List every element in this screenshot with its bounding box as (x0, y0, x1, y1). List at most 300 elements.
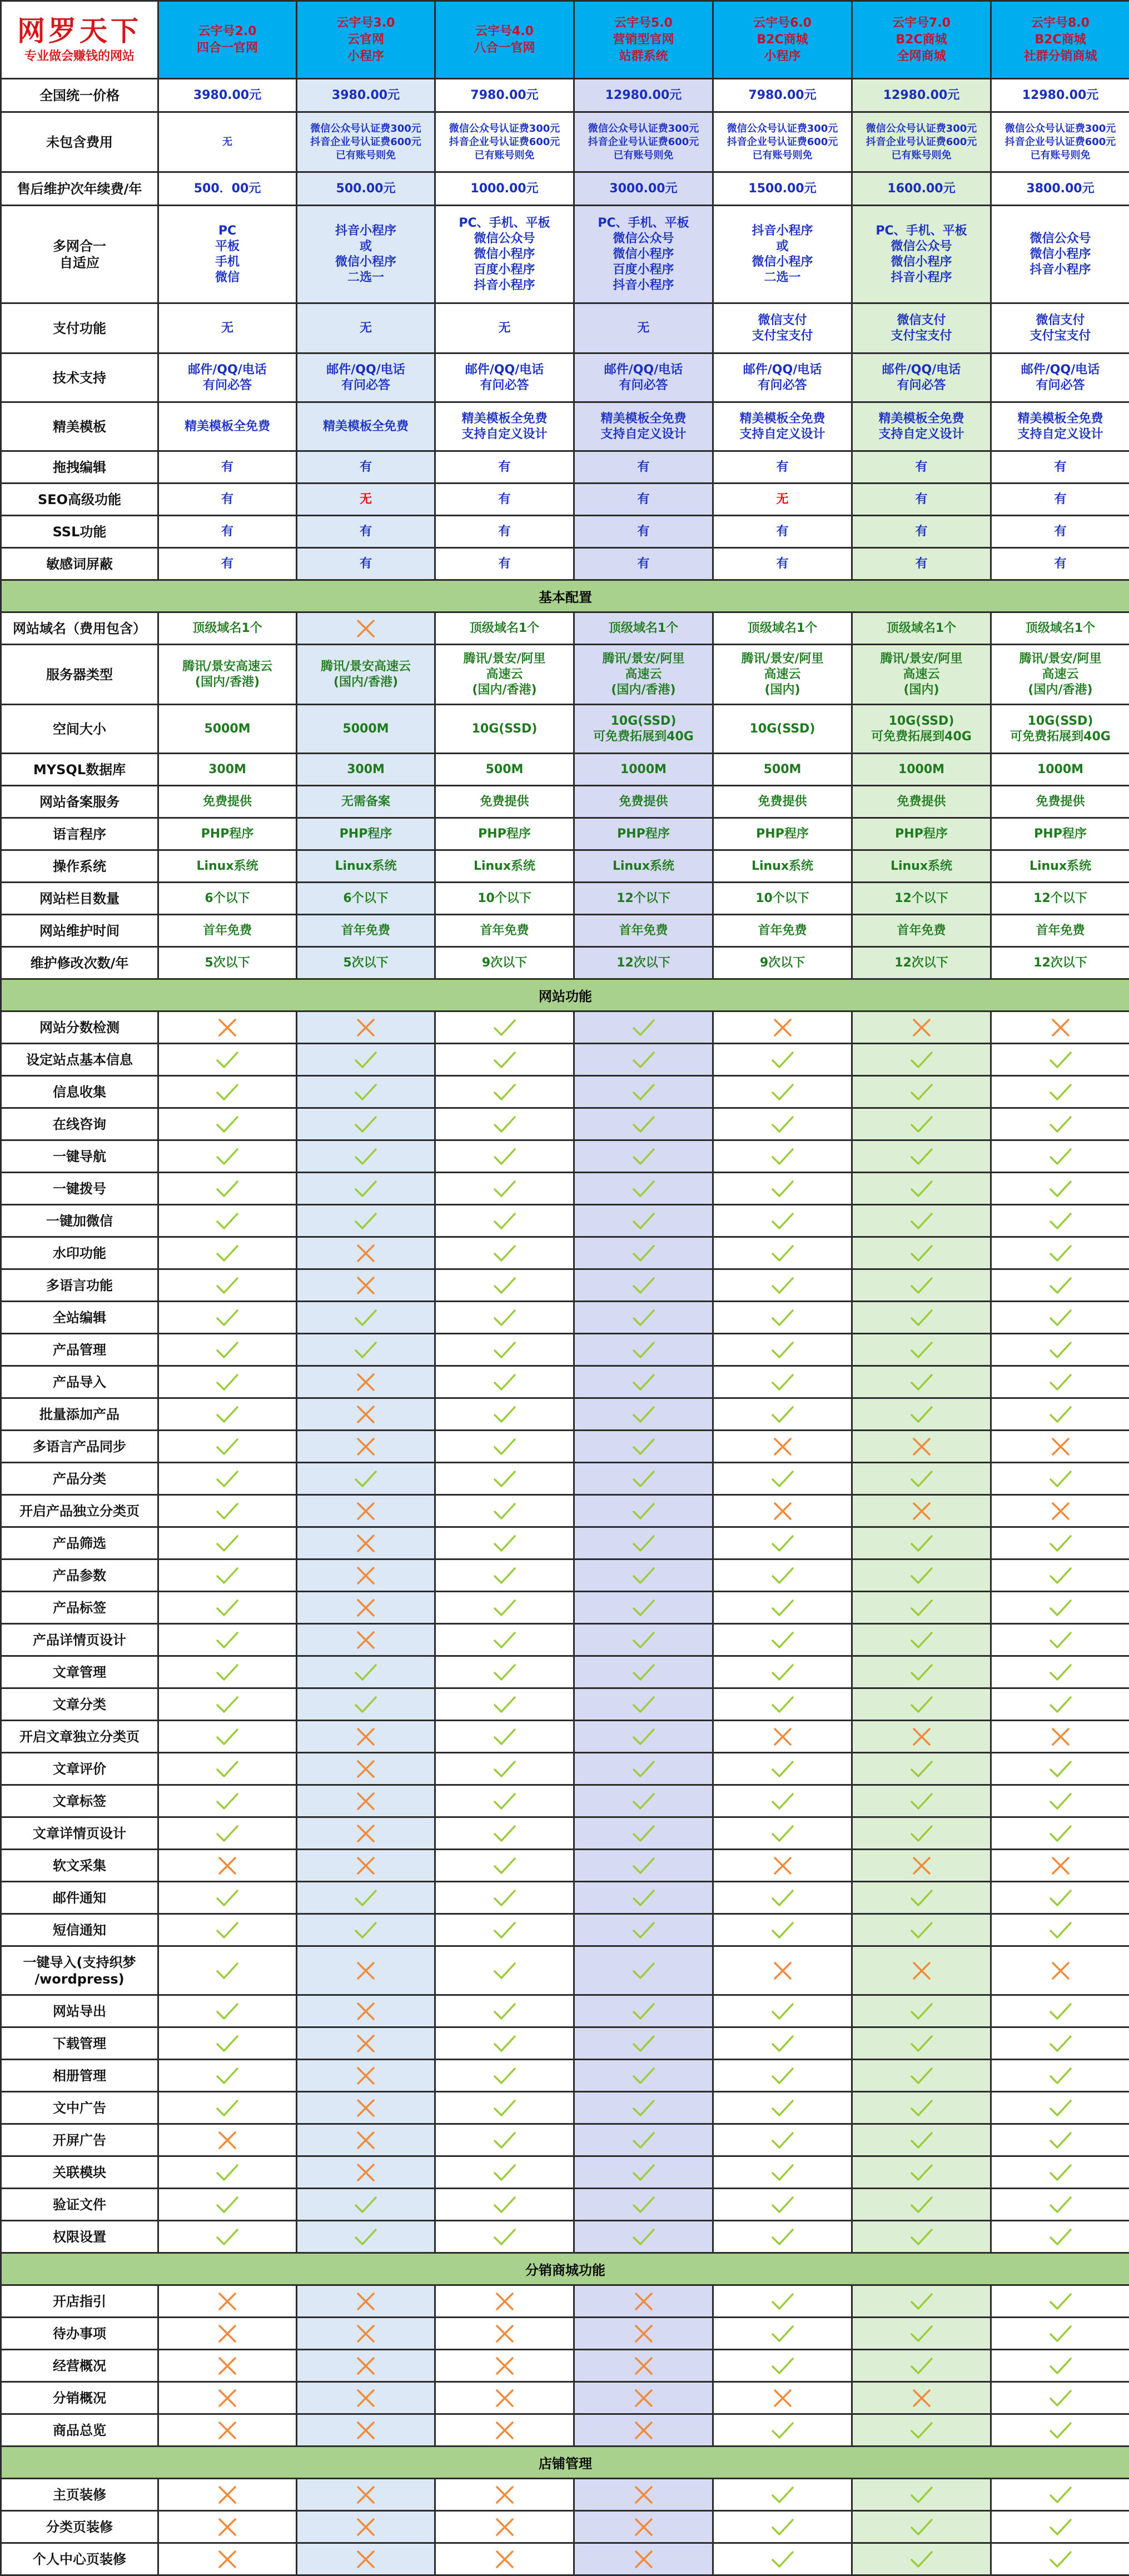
value-cell (852, 705, 991, 754)
cross-icon (353, 2355, 379, 2376)
table-row (1, 172, 1129, 206)
row-label-line: 文章详情页设计 (2, 1825, 157, 1842)
value-cell (435, 548, 574, 580)
value-cell (158, 2318, 297, 2350)
cross-icon (492, 2388, 518, 2409)
value-cell (852, 2543, 991, 2575)
value-cell (574, 754, 713, 786)
product-name: 云宇号5.0 (575, 15, 712, 32)
value-cell (574, 1721, 713, 1753)
cell-text-line: 精美模板全免费 (714, 411, 851, 427)
value-cell (574, 1527, 713, 1559)
check-icon (631, 1436, 656, 1457)
cross-icon (770, 1501, 795, 1522)
check-icon (1048, 2033, 1073, 2054)
cell-text-line: 腾讯/景安/阿里 (992, 651, 1129, 667)
value-cell (991, 1946, 1129, 1995)
cell-text-line: Linux系统 (853, 859, 990, 874)
value-cell (574, 705, 713, 754)
check-icon (1048, 1372, 1073, 1393)
value-cell (297, 1237, 435, 1269)
cell-text-line: 有 (297, 524, 434, 540)
check-icon (492, 2162, 518, 2183)
row-label (1, 1914, 158, 1946)
cell-text-line: 邮件/QQ/电话 (575, 362, 712, 378)
check-icon (631, 1630, 656, 1651)
cross-icon (353, 2291, 379, 2312)
value-cell (991, 1012, 1129, 1044)
cell-text-line: 首年免费 (297, 923, 434, 939)
cell-text-line: (国内) (714, 682, 851, 698)
value-cell (991, 1076, 1129, 1108)
cell-text-line: (国内/香港) (159, 675, 296, 690)
cross-icon (770, 1960, 795, 1981)
check-icon (492, 2065, 518, 2086)
cell-text-line: 抖音小程序 (714, 223, 851, 239)
cell-text-line: 有问必答 (436, 378, 573, 393)
cross-icon (492, 2549, 518, 2570)
check-icon (492, 2001, 518, 2022)
value-cell (574, 2092, 713, 2124)
value-cell (435, 2414, 574, 2447)
value-cell (158, 172, 297, 206)
check-icon (770, 1694, 795, 1715)
row-label (1, 705, 158, 754)
value-cell (158, 1753, 297, 1785)
check-icon (631, 1243, 656, 1264)
check-icon (909, 1468, 934, 1489)
value-cell (852, 915, 991, 947)
value-cell (713, 1044, 852, 1076)
row-label (1, 1817, 158, 1850)
value-cell (574, 1624, 713, 1656)
value-cell (574, 1398, 713, 1431)
cell-text-line: 已有账号则免 (436, 149, 573, 162)
value-cell (991, 1108, 1129, 1140)
check-icon (770, 1597, 795, 1618)
cell-text-line: 免费提供 (714, 794, 851, 810)
row-label-line: 验证文件 (2, 2196, 157, 2213)
cross-icon (631, 2323, 656, 2344)
value-cell (574, 2221, 713, 2253)
check-icon (631, 2033, 656, 2054)
cell-text-line: 腾讯/景安高速云 (159, 659, 296, 675)
cell-text-line: 500．00元 (159, 181, 296, 197)
cross-icon (631, 2484, 656, 2505)
value-cell (991, 79, 1129, 112)
check-icon (1048, 2130, 1073, 2151)
cross-icon (353, 1017, 379, 1038)
value-cell (297, 1527, 435, 1559)
row-label (1, 754, 158, 786)
check-icon (1048, 1114, 1073, 1135)
row-label (1, 1269, 158, 1302)
cell-text-line: 微信小程序 (436, 247, 573, 262)
value-cell (435, 1995, 574, 2027)
cross-icon (909, 2388, 934, 2409)
value-cell (574, 172, 713, 206)
value-cell (713, 1076, 852, 1108)
value-cell (297, 2060, 435, 2092)
check-icon (1048, 1791, 1073, 1812)
check-icon (631, 1758, 656, 1780)
value-cell (852, 2318, 991, 2350)
cross-icon (353, 1791, 379, 1812)
value-cell (991, 754, 1129, 786)
cell-text-line: 微信小程序 (575, 247, 712, 262)
value-cell (713, 484, 852, 516)
value-cell (158, 1995, 297, 2027)
cell-text-line: 抖音小程序 (297, 223, 434, 239)
row-label (1, 1076, 158, 1108)
cell-text-line: 或 (297, 239, 434, 255)
value-cell (158, 1173, 297, 1205)
value-cell (297, 484, 435, 516)
cell-text-line: 无 (575, 321, 712, 336)
check-icon (909, 1565, 934, 1586)
value-cell (991, 1624, 1129, 1656)
row-label-line: 网站域名（费用包含） (2, 620, 157, 637)
check-icon (492, 1307, 518, 1328)
product-header-4 (574, 1, 713, 79)
value-cell (297, 612, 435, 645)
check-icon (770, 2097, 795, 2119)
cell-text-line: 6个以下 (297, 891, 434, 906)
value-cell (713, 2124, 852, 2156)
row-label-line: 在线咨询 (2, 1116, 157, 1133)
row-label (1, 1302, 158, 1334)
cross-icon (215, 2517, 240, 2538)
cell-text-line: 微信小程序 (297, 255, 434, 270)
cell-text-line: 5000M (297, 721, 434, 737)
cell-text-line: 已有账号则免 (714, 149, 851, 162)
check-icon (770, 1372, 795, 1393)
check-icon (215, 1468, 240, 1489)
row-label-line: 技术支持 (2, 370, 157, 386)
value-cell (991, 1044, 1129, 1076)
cross-icon (1048, 1960, 1073, 1981)
value-cell (713, 303, 852, 353)
check-icon (492, 1243, 518, 1264)
value-cell (574, 1882, 713, 1914)
value-cell (435, 2221, 574, 2253)
value-cell (574, 818, 713, 850)
value-cell (297, 2382, 435, 2414)
value-cell (158, 2124, 297, 2156)
value-cell (297, 1431, 435, 1463)
cell-text-line: 10个以下 (714, 891, 851, 906)
value-cell (158, 1624, 297, 1656)
check-icon (1048, 1597, 1073, 1618)
value-cell (991, 2511, 1129, 2543)
cell-text-line: 支持自定义设计 (436, 427, 573, 442)
check-icon (1048, 2323, 1073, 2344)
value-cell (435, 2382, 574, 2414)
value-cell (574, 645, 713, 705)
value-cell (713, 612, 852, 645)
value-cell (991, 1785, 1129, 1817)
cell-text-line: 6个以下 (159, 891, 296, 906)
brand-cell (1, 1, 158, 79)
value-cell (852, 112, 991, 172)
cell-text-line: 支付宝支付 (714, 328, 851, 344)
check-icon (770, 1565, 795, 1586)
value-cell (574, 1431, 713, 1463)
row-label-line: 多语言功能 (2, 1277, 157, 1294)
check-icon (909, 2033, 934, 2054)
cell-text-line: 500.00元 (297, 181, 434, 197)
cell-text-line: 抖音企业号认证费600元 (714, 136, 851, 149)
cell-text-line: 1000.00元 (436, 181, 573, 197)
value-cell (852, 1334, 991, 1366)
cell-text-line: 精美模板全免费 (992, 411, 1129, 427)
cell-text-line: 邮件/QQ/电话 (297, 362, 434, 378)
table-row (1, 786, 1129, 818)
cross-icon (770, 1726, 795, 1747)
check-icon (1048, 1758, 1073, 1780)
cell-text-line: 10G(SSD) (714, 721, 851, 737)
value-cell (435, 2479, 574, 2511)
cell-text-line: 10G(SSD) (992, 714, 1129, 729)
cross-icon (353, 2549, 379, 2570)
row-label-line: 产品标签 (2, 1600, 157, 1616)
cell-text-line: 抖音小程序 (992, 262, 1129, 278)
check-icon (1048, 2355, 1073, 2376)
check-icon (492, 1275, 518, 1296)
cell-text-line: 或 (714, 239, 851, 255)
value-cell (158, 818, 297, 850)
check-icon (770, 2549, 795, 2570)
cross-icon (353, 1404, 379, 1425)
row-label-line: 网站备案服务 (2, 794, 157, 810)
table-row (1, 2189, 1129, 2221)
check-icon (492, 1920, 518, 1941)
check-icon (770, 1243, 795, 1264)
check-icon (1048, 1533, 1073, 1554)
row-label (1, 1850, 158, 1882)
table-row (1, 2479, 1129, 2511)
cell-text-line: PHP程序 (436, 826, 573, 842)
check-icon (492, 1960, 518, 1981)
check-icon (492, 1501, 518, 1522)
value-cell (435, 1044, 574, 1076)
value-cell (713, 645, 852, 705)
value-cell (852, 1108, 991, 1140)
cross-icon (353, 1436, 379, 1457)
cross-icon (353, 2065, 379, 2086)
cell-text-line: 腾讯/景安/阿里 (575, 651, 712, 667)
value-cell (852, 303, 991, 353)
value-cell (297, 112, 435, 172)
cell-text-line: 无 (436, 321, 573, 336)
check-icon (909, 2226, 934, 2248)
value-cell (991, 2382, 1129, 2414)
value-cell (435, 1656, 574, 1688)
value-cell (158, 1366, 297, 1398)
value-cell (297, 1302, 435, 1334)
value-cell (713, 353, 852, 402)
row-label (1, 1624, 158, 1656)
row-label (1, 1721, 158, 1753)
check-icon (353, 1339, 379, 1361)
value-cell (852, 2511, 991, 2543)
value-cell (297, 1624, 435, 1656)
value-cell (991, 206, 1129, 303)
section-row (1, 2447, 1129, 2479)
check-icon (215, 1694, 240, 1715)
value-cell (435, 612, 574, 645)
table-row (1, 2511, 1129, 2543)
row-label-line: 产品导入 (2, 1374, 157, 1391)
value-cell (713, 1302, 852, 1334)
value-cell (158, 1334, 297, 1366)
value-cell (852, 2382, 991, 2414)
row-label-line: 信息收集 (2, 1084, 157, 1100)
value-cell (435, 1334, 574, 1366)
row-label-line: 敏感词屏蔽 (2, 556, 157, 572)
value-cell (158, 353, 297, 402)
value-cell (297, 915, 435, 947)
check-icon (631, 1082, 656, 1103)
value-cell (852, 353, 991, 402)
check-icon (353, 1210, 379, 1232)
table-row (1, 548, 1129, 580)
cell-text-line: 有问必答 (575, 378, 712, 393)
row-label-line: 操作系统 (2, 858, 157, 875)
check-icon (909, 2097, 934, 2119)
check-icon (909, 2517, 934, 2538)
value-cell (158, 2060, 297, 2092)
cell-text-line: 无 (297, 321, 434, 336)
cross-icon (353, 2484, 379, 2505)
section-row (1, 979, 1129, 1012)
product-header-2 (297, 1, 435, 79)
value-cell (297, 206, 435, 303)
value-cell (158, 705, 297, 754)
cell-text-line: 免费提供 (436, 794, 573, 810)
check-icon (215, 1404, 240, 1425)
value-cell (297, 1269, 435, 1302)
cell-text-line: (国内/香港) (297, 675, 434, 690)
value-cell (297, 1753, 435, 1785)
check-icon (909, 1662, 934, 1683)
section-header: 分销商城功能 (1, 2253, 1129, 2285)
check-icon (631, 2065, 656, 2086)
value-cell (991, 402, 1129, 451)
value-cell (574, 850, 713, 883)
row-label-line: 一键导航 (2, 1148, 157, 1165)
section-row (1, 2253, 1129, 2285)
cell-text-line: PHP程序 (853, 826, 990, 842)
value-cell (158, 2189, 297, 2221)
value-cell (297, 1463, 435, 1495)
value-cell (297, 818, 435, 850)
value-cell (435, 1076, 574, 1108)
row-label-line: 空间大小 (2, 721, 157, 738)
check-icon (631, 1533, 656, 1554)
product-header-6 (852, 1, 991, 79)
value-cell (713, 1398, 852, 1431)
cell-text-line: 有 (159, 556, 296, 572)
value-cell (852, 2350, 991, 2382)
value-cell (435, 1785, 574, 1817)
cross-icon (215, 1017, 240, 1038)
cell-text-line: 12次以下 (853, 955, 990, 971)
value-cell (713, 754, 852, 786)
value-cell (158, 2382, 297, 2414)
row-label (1, 79, 158, 112)
check-icon (770, 1823, 795, 1844)
check-icon (215, 1887, 240, 1909)
value-cell (991, 1302, 1129, 1334)
cell-text-line: 腾讯/景安/阿里 (853, 651, 990, 667)
check-icon (631, 1404, 656, 1425)
product-name: 云宇号7.0 (853, 15, 990, 32)
table-row (1, 1108, 1129, 1140)
value-cell (852, 1995, 991, 2027)
check-icon (909, 2291, 934, 2312)
value-cell (297, 1366, 435, 1398)
table-row (1, 1334, 1129, 1366)
value-cell (574, 2543, 713, 2575)
row-label (1, 1237, 158, 1269)
table-row (1, 1076, 1129, 1108)
value-cell (852, 1527, 991, 1559)
value-cell (158, 451, 297, 484)
product-name: 云宇号4.0 (436, 23, 573, 40)
value-cell (852, 1205, 991, 1237)
row-label (1, 2318, 158, 2350)
check-icon (909, 2420, 934, 2441)
value-cell (297, 2124, 435, 2156)
table-row (1, 883, 1129, 915)
value-cell (852, 516, 991, 548)
value-cell (713, 79, 852, 112)
value-cell (297, 1946, 435, 1995)
cell-text-line: 支持自定义设计 (992, 427, 1129, 442)
cell-text-line: 精美模板全免费 (436, 411, 573, 427)
value-cell (574, 1366, 713, 1398)
cell-text-line: Linux系统 (992, 859, 1129, 874)
value-cell (991, 2156, 1129, 2189)
value-cell (713, 1592, 852, 1624)
value-cell (852, 1817, 991, 1850)
table-row (1, 1946, 1129, 1995)
check-icon (631, 1178, 656, 1199)
cross-icon (353, 1855, 379, 1876)
check-icon (909, 1920, 934, 1941)
value-cell (991, 850, 1129, 883)
cross-icon (492, 2517, 518, 2538)
cell-text-line: PC (159, 223, 296, 239)
cross-icon (631, 2420, 656, 2441)
cell-text-line: 10G(SSD) (853, 714, 990, 729)
value-cell (297, 850, 435, 883)
value-cell (297, 1995, 435, 2027)
check-icon (1048, 1630, 1073, 1651)
check-icon (1048, 1404, 1073, 1425)
value-cell (852, 1721, 991, 1753)
check-icon (1048, 1243, 1073, 1264)
cell-text-line: 有 (992, 556, 1129, 572)
row-label (1, 1592, 158, 1624)
value-cell (713, 1140, 852, 1173)
cell-text-line: 微信公众号认证费300元 (853, 122, 990, 136)
value-cell (435, 484, 574, 516)
cell-text-line: 精美模板全免费 (575, 411, 712, 427)
check-icon (492, 1533, 518, 1554)
check-icon (492, 2226, 518, 2248)
